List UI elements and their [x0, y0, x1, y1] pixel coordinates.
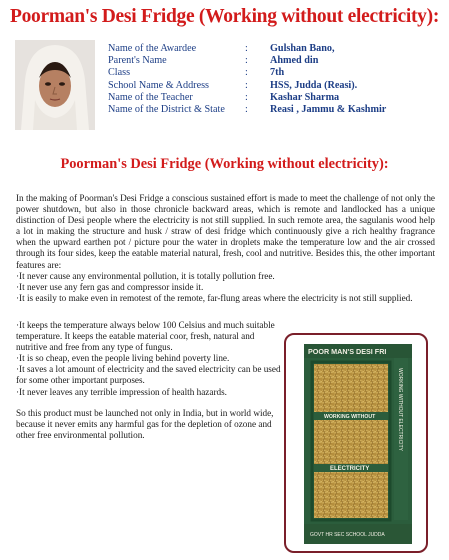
fridge-side-sign: WORKING WITHOUT ELECTRICITY — [397, 368, 403, 451]
colon-separator: : — [245, 103, 248, 115]
body-text — [16, 193, 435, 304]
closing-paragraph: So this product must be launched not only in India, but in world wide, because it never emits any harmful gas for the depletion of ozone and other free environmental pollution. — [16, 407, 274, 440]
feature-item: ·It saves a lot amount of electricity and the saved electricity can be used for some other important purposes. — [16, 364, 281, 386]
body-column — [16, 320, 282, 441]
colon-separator: : — [245, 55, 248, 67]
fridge-bottom-sign: GOVT HR SEC SCHOOL JUDDA — [310, 532, 385, 538]
detail-value: 7th — [270, 67, 285, 79]
detail-value: HSS, Judda (Reasi). — [270, 79, 358, 91]
detail-value: Ahmed din — [270, 55, 319, 67]
detail-value: Reasi , Jammu & Kashmir — [270, 103, 387, 115]
colon-separator: : — [245, 43, 248, 54]
page-title: Poorman's Desi Fridge (Working without electricity): — [9, 6, 440, 27]
colon-separator: : — [245, 91, 248, 103]
detail-label: School Name & Address — [108, 79, 210, 91]
detail-label: Name of the Awardee — [108, 43, 197, 54]
section-title: Poorman's Desi Fridge (Working without electricity): — [60, 156, 389, 172]
feature-item: ·It never leaves any terrible impression of health hazards. — [16, 386, 227, 397]
portrait-image — [15, 40, 95, 130]
detail-label: Name of the District & State — [108, 103, 225, 115]
feature-item: ·It is so cheap, even the people living behind poverty line. — [16, 353, 230, 364]
colon-separator: : — [245, 67, 248, 79]
fridge-photo — [304, 344, 412, 544]
fridge-label-2: ELECTRICITY — [330, 466, 370, 472]
fridge-label-1: WORKING WITHOUT — [324, 414, 376, 420]
detail-value: Gulshan Bano, — [270, 43, 335, 54]
feature-item: ·It never use any fern gas and compressor inside it. — [16, 281, 204, 292]
intro-paragraph: In the making of Poorman's Desi Fridge a conscious sustained effort is made to meet the challenge of not only the power shutdown, but also in those chronicle backward areas, which is remote and landlocked has a unique distinction of Desi people where the electricity is not still supplied. In such remote area, the sagulanis wood help a lot in making the structure and husk / straw of desi fridge which continuously give a rich healthy fragrance when the upward earthen pot / picture pour the water in droplets make the temperature low and the air crossed through its four sides, keep the eatable material natural, fresh, cool and nutritive. Besides this, the other important features are: — [16, 193, 435, 270]
detail-label: Class — [108, 67, 131, 79]
detail-value: Kashar Sharma — [270, 91, 340, 103]
detail-label: Name of the Teacher — [108, 91, 193, 103]
fridge-image — [304, 344, 412, 544]
detail-label: Parent's Name — [108, 55, 167, 67]
awardee-portrait — [15, 40, 95, 130]
fridge-photo-frame — [284, 333, 428, 553]
feature-item: ·It keeps the temperature always below 100 Celsius and much suitable temperature. It keeps the eatable material coor, fresh, natural and nutritive and free from any type of fungus. — [16, 320, 275, 353]
feature-item: ·It never cause any environmental pollution, it is totally pollution free. — [16, 270, 275, 281]
feature-item: ·It is easily to make even in remotest of the remote, far-flung areas where the electricity is not still supplied. — [16, 292, 413, 303]
colon-separator: : — [245, 79, 248, 91]
fridge-top-sign: POOR MAN'S DESI FRI — [308, 347, 387, 356]
